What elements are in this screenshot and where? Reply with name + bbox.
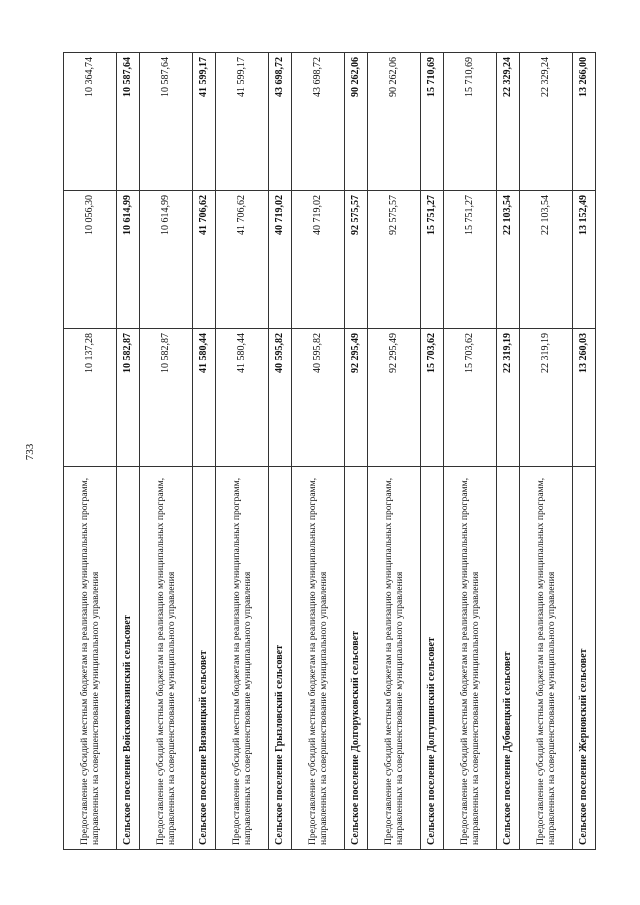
budget-table [63,52,596,850]
value-0-cell: 43 698,72 [269,53,292,191]
settlement-row [269,53,292,850]
value-1-cell: 22 103,54 [497,191,520,329]
row-name-cell: Сельское поселение Визовицкий сельсовет [193,467,216,850]
value-1-cell: 41 706,62 [193,191,216,329]
row-name-cell: Предоставление субсидий местным бюджетам на реализацию муниципальных программ, направленных на совершенствование муниципального управления [140,467,193,850]
page-number: 733 [24,443,36,461]
value-2-cell: 10 582,87 [117,329,140,467]
settlement-row [193,53,216,850]
subsidy-row [64,53,117,850]
value-0-cell: 43 698,72 [292,53,345,191]
value-1-cell: 13 152,49 [573,191,596,329]
value-1-cell: 92 575,57 [368,191,421,329]
value-1-cell: 15 751,27 [444,191,497,329]
value-2-cell: 92 295,49 [345,329,368,467]
value-0-cell: 41 599,17 [193,53,216,191]
value-0-cell: 10 587,64 [140,53,193,191]
value-1-cell: 10 056,30 [64,191,117,329]
value-2-cell: 41 580,44 [193,329,216,467]
value-0-cell: 90 262,06 [345,53,368,191]
value-0-cell: 41 599,17 [216,53,269,191]
row-name-cell: Сельское поселение Войсковоказинский сельсовет [117,467,140,850]
value-0-cell: 22 329,24 [520,53,573,191]
value-0-cell: 15 710,69 [444,53,497,191]
row-name-cell: Предоставление субсидий местным бюджетам на реализацию муниципальных программ, направленных на совершенствование муниципального управления [64,467,117,850]
row-name-cell: Сельское поселение Грызловский сельсовет [269,467,292,850]
value-2-cell: 40 595,82 [269,329,292,467]
value-2-cell: 10 137,28 [64,329,117,467]
subsidy-row [140,53,193,850]
value-2-cell: 10 582,87 [140,329,193,467]
value-1-cell: 40 719,02 [292,191,345,329]
subsidy-row [216,53,269,850]
row-name-cell: Сельское поселение Жерновский сельсовет [573,467,596,850]
value-2-cell: 22 319,19 [520,329,573,467]
subsidy-row [368,53,421,850]
value-2-cell: 92 295,49 [368,329,421,467]
value-1-cell: 41 706,62 [216,191,269,329]
settlement-row [497,53,520,850]
row-name-cell: Сельское поселение Долгушинский сельсовет [421,467,444,850]
settlement-row [117,53,140,850]
value-0-cell: 15 710,69 [421,53,444,191]
value-1-cell: 22 103,54 [520,191,573,329]
value-1-cell: 40 719,02 [269,191,292,329]
settlement-row [421,53,444,850]
subsidy-row [292,53,345,850]
value-1-cell: 10 614,99 [140,191,193,329]
settlement-row [345,53,368,850]
subsidy-row [444,53,497,850]
row-name-cell: Предоставление субсидий местным бюджетам на реализацию муниципальных программ, направленных на совершенствование муниципального управления [444,467,497,850]
value-0-cell: 10 364,74 [64,53,117,191]
value-1-cell: 10 614,99 [117,191,140,329]
row-name-cell: Предоставление субсидий местным бюджетам на реализацию муниципальных программ, направленных на совершенствование муниципального управления [368,467,421,850]
value-0-cell: 22 329,24 [497,53,520,191]
value-1-cell: 92 575,57 [345,191,368,329]
value-0-cell: 10 587,64 [117,53,140,191]
value-0-cell: 90 262,06 [368,53,421,191]
value-2-cell: 15 703,62 [444,329,497,467]
rotated-table [63,53,589,850]
settlement-row [573,53,596,850]
row-name-cell: Предоставление субсидий местным бюджетам на реализацию муниципальных программ, направленных на совершенствование муниципального управления [520,467,573,850]
value-2-cell: 13 260,03 [573,329,596,467]
row-name-cell: Сельское поселение Долгоруковский сельсовет [345,467,368,850]
value-2-cell: 22 319,19 [497,329,520,467]
row-name-cell: Сельское поселение Дубовецкий сельсовет [497,467,520,850]
table-body [64,53,596,850]
value-0-cell: 13 266,00 [573,53,596,191]
value-2-cell: 41 580,44 [216,329,269,467]
value-2-cell: 15 703,62 [421,329,444,467]
budget-table-container [63,53,589,850]
value-2-cell: 40 595,82 [292,329,345,467]
row-name-cell: Предоставление субсидий местным бюджетам на реализацию муниципальных программ, направленных на совершенствование муниципального управления [216,467,269,850]
subsidy-row [520,53,573,850]
row-name-cell: Предоставление субсидий местным бюджетам на реализацию муниципальных программ, направленных на совершенствование муниципального управления [292,467,345,850]
value-1-cell: 15 751,27 [421,191,444,329]
